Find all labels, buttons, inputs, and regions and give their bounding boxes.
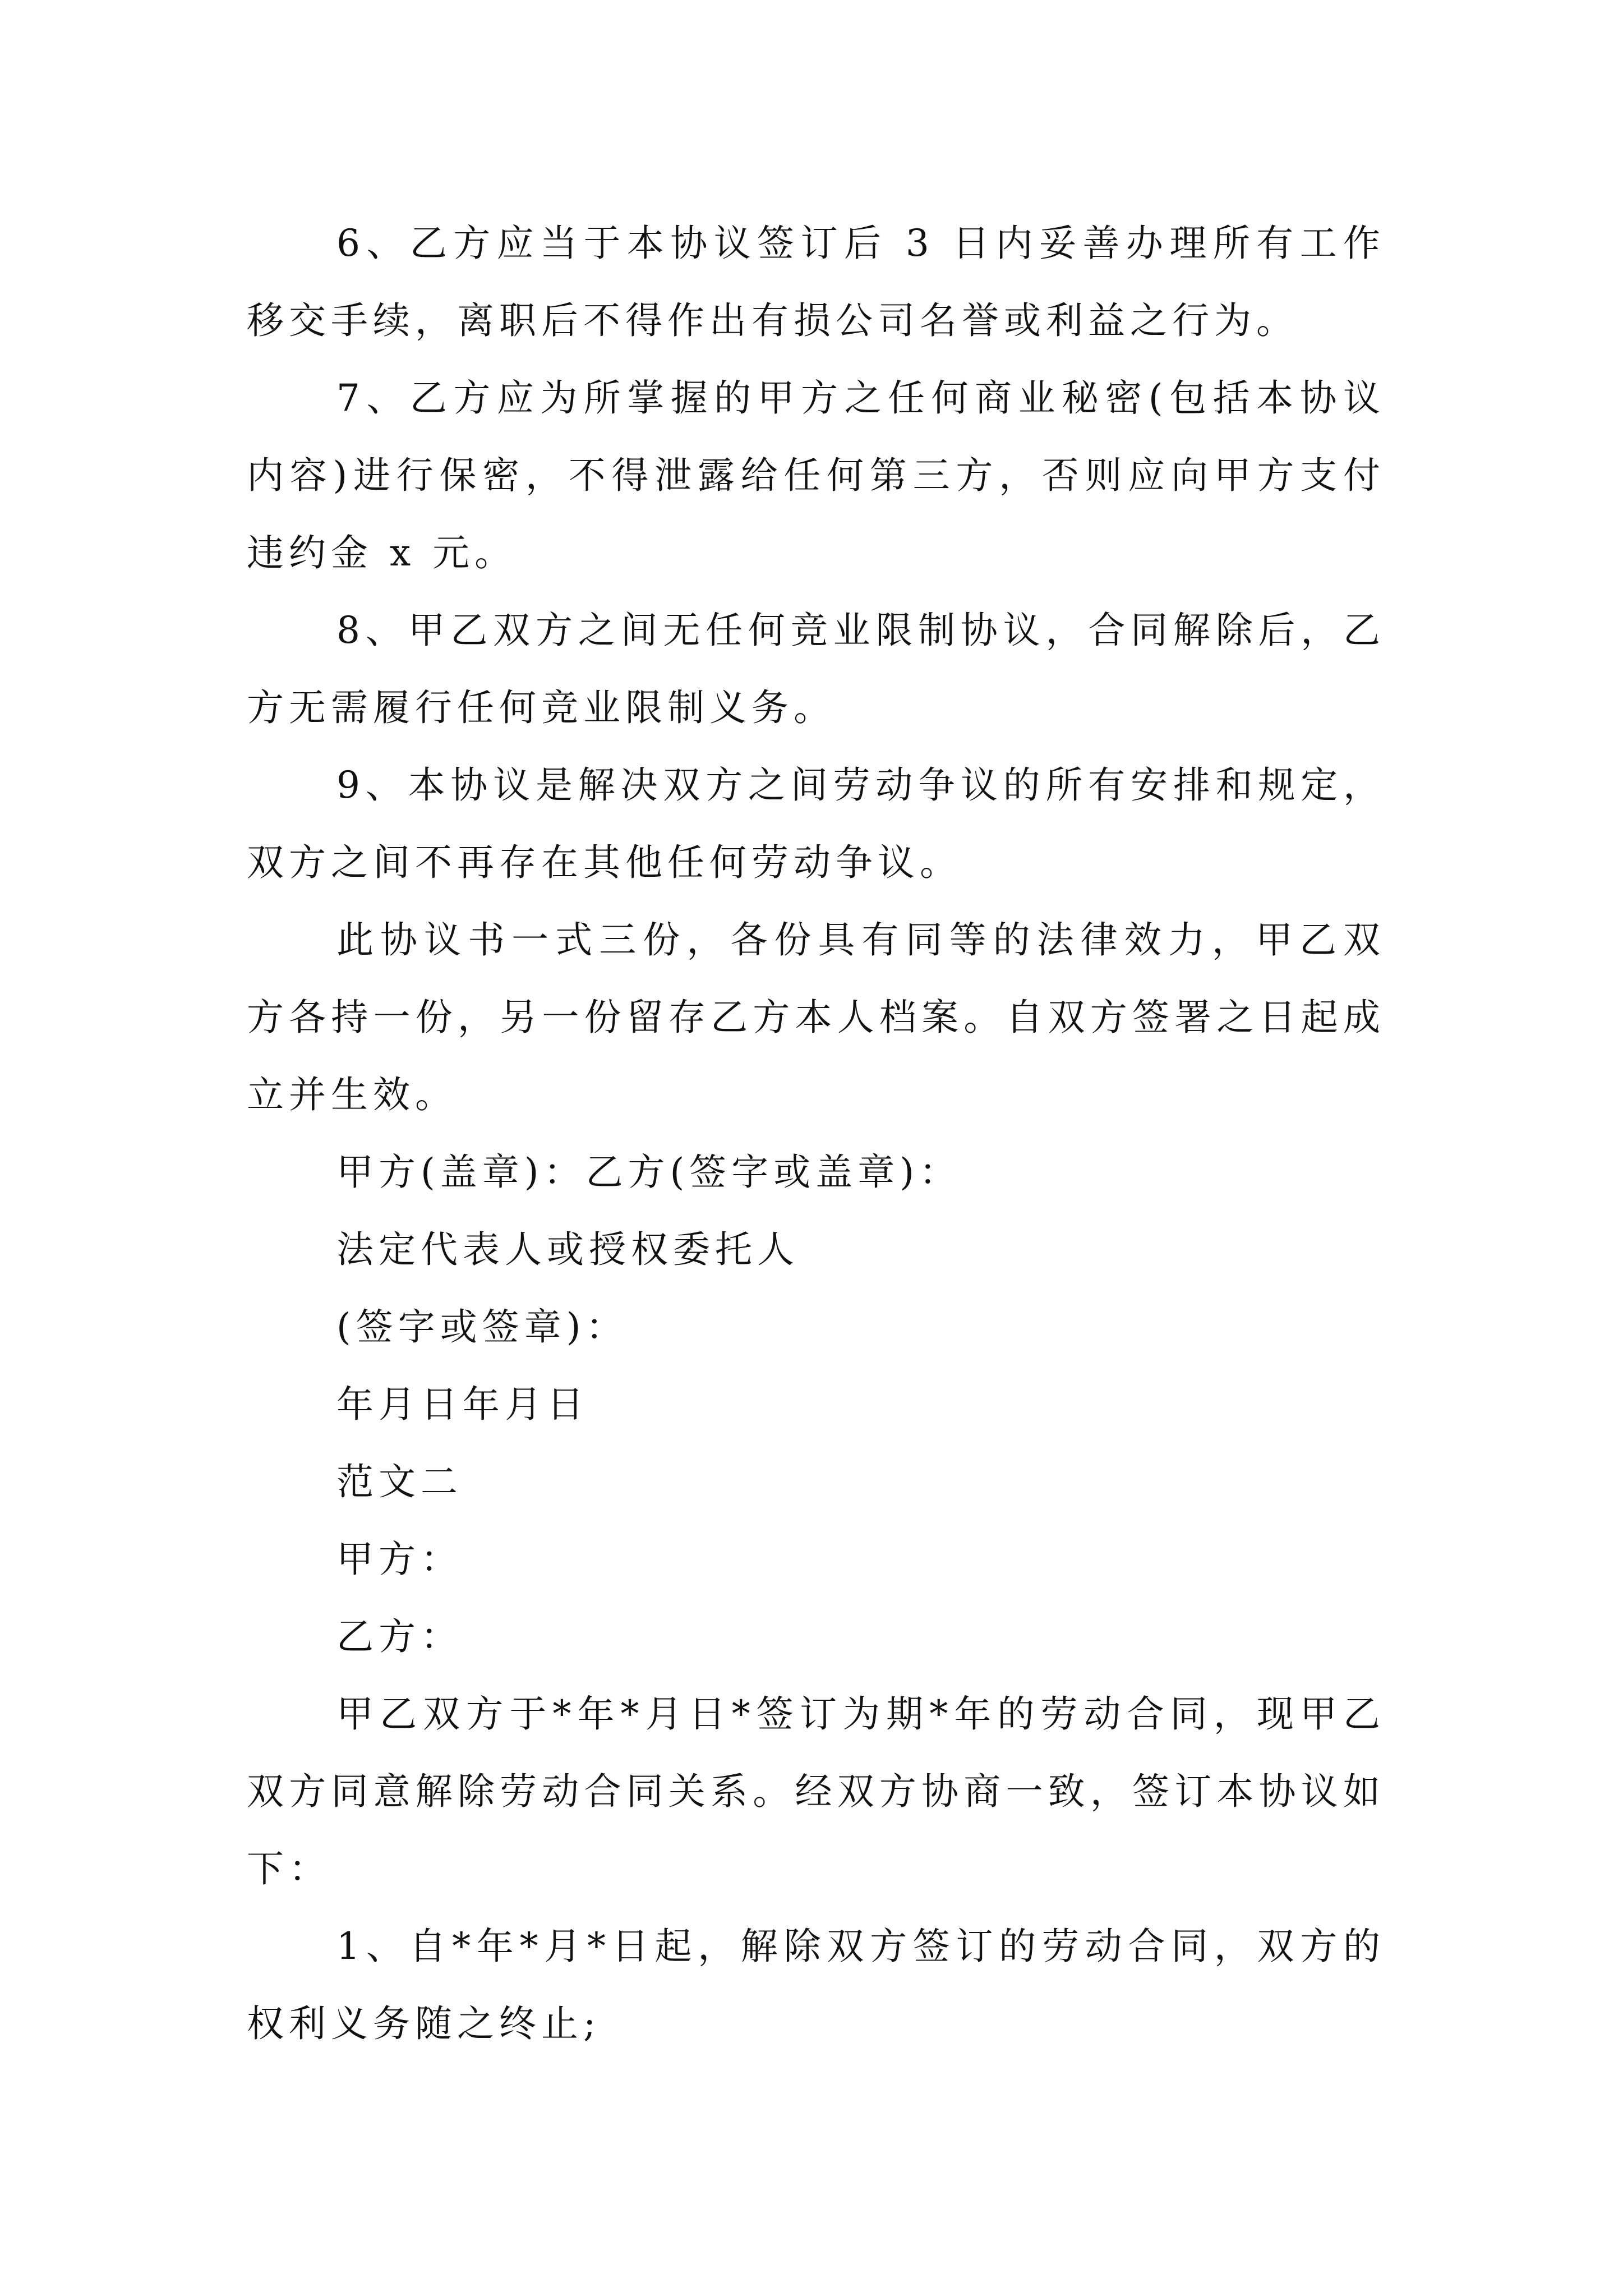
- copies-effectiveness-paragraph: 此协议书一式三份，各份具有同等的法律效力，甲乙双方各持一份，另一份留存乙方本人档案。自双方签署之日起成立并生效。: [247, 918, 1385, 1116]
- signature-representative-line: 法定代表人或授权委托人: [336, 1228, 799, 1271]
- signature-parties-line: 甲方(盖章)：乙方(签字或盖章)：: [336, 1151, 961, 1194]
- signature-sign-line: (签字或签章)：: [336, 1305, 628, 1349]
- document-body: [247, 205, 1385, 2063]
- clause-9: 9、本协议是解决双方之间劳动争议的所有安排和规定，双方之间不再存在其他任何劳动争议。: [247, 763, 1385, 884]
- sample-two-clause-1: 1、自*年*月*日起，解除双方签订的劳动合同，双方的权利义务随之终止;: [247, 1925, 1385, 2045]
- signature-date-line: 年月日年月日: [336, 1383, 589, 1426]
- sample-two-intro: 甲乙双方于*年*月日*签订为期*年的劳动合同，现甲乙双方同意解除劳动合同关系。经双方协商一致，签订本协议如下：: [247, 1692, 1385, 1890]
- clause-6: 6、乙方应当于本协议签订后 3 日内妥善办理所有工作移交手续，离职后不得作出有损公司名誉或利益之行为。: [247, 222, 1385, 342]
- clause-7: 7、乙方应为所掌握的甲方之任何商业秘密(包括本协议内容)进行保密，不得泄露给任何第三方，否则应向甲方支付违约金 x 元。: [247, 376, 1385, 574]
- sample-two-heading: 范文二: [336, 1460, 463, 1503]
- clause-8: 8、甲乙双方之间无任何竞业限制协议，合同解除后，乙方无需履行任何竞业限制义务。: [247, 609, 1385, 729]
- party-a-line: 甲方：: [336, 1538, 463, 1581]
- party-b-line: 乙方：: [336, 1615, 463, 1658]
